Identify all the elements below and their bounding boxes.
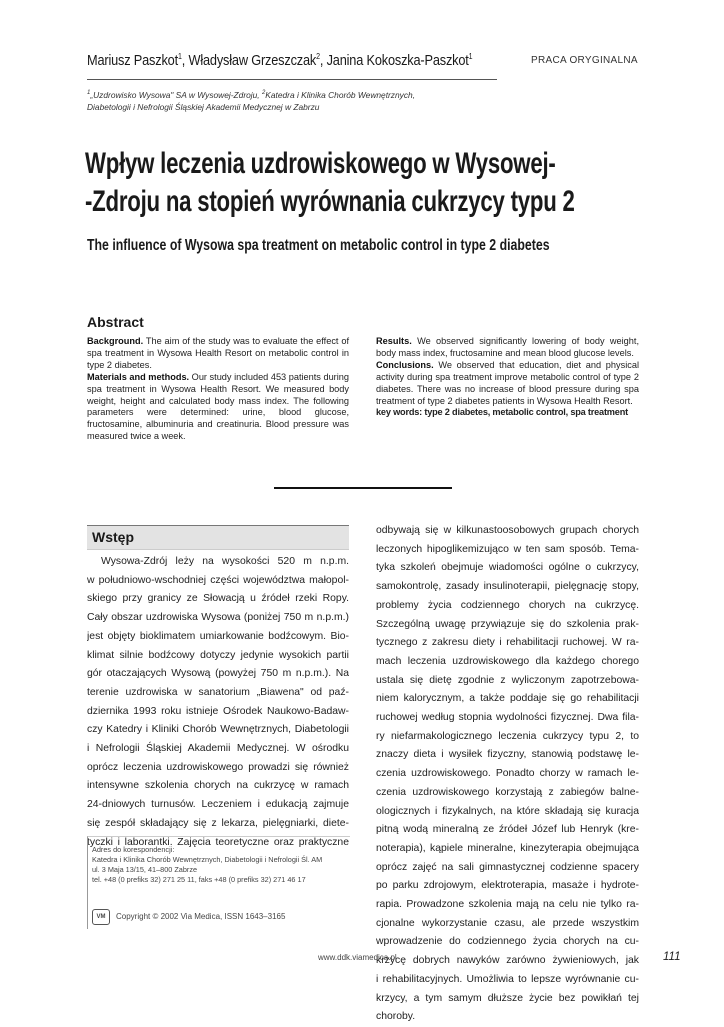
author-sup: 2 — [316, 52, 320, 61]
abstract-left-column — [87, 336, 349, 443]
corr-line: ul. 3 Maja 13/15, 41–800 Zabrze — [92, 865, 198, 874]
body-line: gór otaczających Wysową (powyżej 750 m n.p.m.). Na — [87, 668, 349, 680]
affil-sup: 1 — [87, 90, 91, 96]
text: The aim of the study was to evaluate the effect of spa treatment in Wysowa Health Resort on metabolic control in type 2 diabetes. — [87, 336, 349, 370]
body-line: w południowo-wschodniej części województwa małopol- — [87, 574, 349, 586]
body-left-column — [87, 553, 349, 852]
body-line: czy Katedry i Kliniki Chorób Wewnętrznych, Diabetologii — [87, 724, 349, 736]
body-line: dziernika 1993 roku istnieje Ośrodek Naukowo-Badaw- — [87, 705, 349, 717]
article-type: PRACA ORYGINALNA — [531, 55, 638, 66]
text: We observed significantly lowering of body weight, body mass index, fructosamine and mean blood glucose levels. — [376, 336, 639, 358]
text: We observed that education, diet and physical activity during spa treatment improve metabolic control of type 2 diabetes. There was no increase of blood pressure during spa treatment of type 2 diabetes patients in Wysowa Health Resort. — [376, 359, 639, 406]
corr-line: Katedra i Klinika Chorób Wewnętrznych, Diabetologii i Nefrologii Śl. AM — [92, 855, 323, 864]
body-line: samokontrolę, zasady insulinoterapii, pielęgnację stopy, — [376, 581, 639, 593]
body-line: cjonalne wykorzystanie czasu, ale przede wszystkim — [376, 917, 639, 929]
author-name: Władysław Grzeszczak — [188, 52, 317, 69]
body-line: ry niefarmakologicznego leczenia cukrzycy typu 2, to — [376, 730, 639, 742]
footer-url[interactable]: www.ddk.viamedica.pl — [318, 953, 397, 962]
body-line: skiego przy granicy ze Słowacją u źródeł rzeki Ropy. — [87, 593, 349, 605]
body-line: jest objęty bioklimatem umiarkowanie bodźcowym. Bio- — [87, 630, 349, 642]
section-heading: Wstęp — [92, 529, 134, 545]
body-line: i Nefrologii Śląskiej Akademii Medycznej. W ośrodku — [87, 743, 349, 755]
body-line: się zespół składający się z lekarza, pielęgniarki, diete- — [87, 817, 349, 829]
section-heading-bar — [87, 526, 349, 550]
body-line: tycznego z zakresu diety i rehabilitacji ruchowej. W ra- — [376, 637, 639, 649]
affil-sup: 2 — [261, 90, 266, 96]
body-line: choroby. — [376, 1011, 416, 1023]
title-line: -Zdroju na stopień wyrównania cukrzycy typu 2 — [85, 185, 575, 218]
body-line: mach leczenia uzdrowiskowego dla każdego chorego — [376, 655, 639, 667]
label: Materials and methods. — [87, 371, 190, 382]
abstract-background — [87, 336, 349, 372]
correspondence-address — [92, 845, 322, 885]
body-line: rapia. Prowadzone szkolenia mają na celu nie tylko ra- — [376, 899, 639, 911]
body-line: Wysowa-Zdrój leży na wysokości 520 m n.p.m. — [101, 556, 349, 567]
label: Results. — [376, 336, 412, 346]
body-line: problemy życia codziennego chorych na cukrzycę. — [376, 599, 639, 611]
affil-text: Diabetologii i Nefrologii Śląskiej Akademii Medycznej w Zabrzu — [87, 101, 320, 112]
copyright: Copyright © 2002 Via Medica, ISSN 1643–3165 — [116, 912, 286, 922]
section-divider — [274, 487, 452, 489]
body-line: krzycę dobrych nawyków zarówno żywieniowych, jak — [376, 955, 639, 967]
abstract-methods — [87, 372, 349, 443]
body-line: ustala się dietę zgodnie z wyliczonym zapotrzebowa- — [376, 674, 639, 686]
text: Our study included 453 patients during spa treatment in Wysowa Health Resort. We measured body weight, height and calculated body mass index. The following parameters were determined: urine, blood glucose, fructosamine, albuminuria and creatinuria. Blood pressure was measured twice a week. — [87, 371, 349, 442]
body-line: ologicznych i fizykalnych, na które składają się kuracja — [376, 805, 639, 817]
affil-text: „Uzdrowisko Wysowa" SA w Wysowej-Zdroju, — [90, 89, 262, 100]
page-number: 111 — [663, 951, 681, 963]
body-line: tyka szkoleń obejmuje wiadomości ogólne o cukrzycy, — [376, 562, 639, 574]
corr-label: Adres do korespondencji: — [92, 845, 175, 854]
author-sup: 1 — [468, 52, 473, 61]
body-line: odbywają się w kilkunastoosobowych grupach chorych — [376, 525, 639, 536]
correspondence-box — [87, 836, 350, 929]
body-line: Cały obszar uzdrowiska Wysowa (poniżej 750 m n.p.m.) — [87, 612, 349, 624]
body-line: oprócz leczenia uzdrowiskowego prowadzi się również — [87, 761, 349, 773]
author-name: Mariusz Paszkot — [87, 52, 178, 69]
body-line: tyczki i laborantki. Zajęcia teoretyczne oraz praktyczne — [87, 836, 349, 848]
body-line: krzycy, a tym samym dłuższe życie bez powikłań tej — [376, 992, 639, 1004]
abstract-conclusions — [376, 360, 639, 408]
via-medica-logo-icon: VM — [92, 909, 110, 925]
corr-line: tel. +48 (0 prefiks 32) 271 25 11, faks +48 (0 prefiks 32) 271 46 17 — [92, 875, 306, 884]
body-line: 24-dniowych turnusów. Leczeniem i edukacją zajmuje — [87, 799, 349, 811]
authors: Mariusz Paszkot$^1$, Władysław Grzeszczak$^2$, Janina Kokoszka-Paszkot$^1$ — [87, 52, 473, 69]
title-line: Wpływ leczenia uzdrowiskowego w Wysowej- — [85, 147, 556, 180]
body-line: terenie uzdrowiska w sanatorium „Biawena" od paź- — [87, 686, 349, 698]
body-line: intensywne szkolenia chorych na cukrzycę w ramach — [87, 780, 349, 792]
label: Conclusions. — [376, 359, 434, 370]
body-line: leczonych hipoglikemizująco w ten sam sposób. Tema- — [376, 543, 639, 555]
body-line: pitną wodą mineralną ze źródeł Józef lub Henryk (kre- — [376, 824, 639, 836]
body-line: czenia uzdrowiskowego. Ponadto chorzy w ramach le- — [376, 768, 639, 780]
affiliations — [87, 87, 415, 113]
abstract-heading: Abstract — [87, 314, 144, 330]
english-title: The influence of Wysowa spa treatment on metabolic control in type 2 diabetes — [87, 237, 550, 254]
body-line: noterapia), kąpiele mineralne, kinezyterapia obejmująca — [376, 842, 639, 854]
abstract-results — [376, 336, 639, 360]
author-sup: 1 — [177, 52, 182, 61]
body-right-column — [376, 522, 639, 1027]
affil-text: Katedra i Klinika Chorób Wewnętrznych, — [265, 89, 416, 100]
body-line: Szczególną uwagę przywiązuje się do szkolenia prak- — [376, 618, 639, 630]
body-line: znaczy dieta i wysiłek fizyczny, stanowią podstawę le- — [376, 749, 639, 761]
label: Background. — [87, 336, 144, 346]
keywords: key words: type 2 diabetes, metabolic control, spa treatment — [376, 407, 628, 418]
body-line: niem kalorycznym, a także poddaje się go rehabilitacji — [376, 693, 639, 705]
body-line: po parku zdrojowym, elektroterapia, masaże i hydrote- — [376, 880, 639, 892]
body-line: i rehabilitacyjnych. Umożliwia to lepsze wyrównanie cu- — [376, 973, 639, 985]
body-line: czenia uzdrowiskowego korzystają z zabiegów balne- — [376, 786, 639, 798]
body-line: ruchowej według stopnia wydolności fizycznej. Dwa fila- — [376, 712, 639, 724]
body-line: oprócz zajęć na sali gimnastycznej codzienne spacery — [376, 861, 639, 873]
header-rule — [87, 79, 497, 80]
body-line: wprowadzenie do codziennego życia chorych na cu- — [376, 936, 639, 948]
abstract-right-column — [376, 336, 639, 419]
copyright-row — [92, 909, 285, 925]
page-title — [85, 145, 575, 221]
body-line: klimat silnie bodźcowy dotyczy jedynie wysokich partii — [87, 649, 349, 661]
author-name: Janina Kokoszka-Paszkot — [326, 52, 469, 69]
